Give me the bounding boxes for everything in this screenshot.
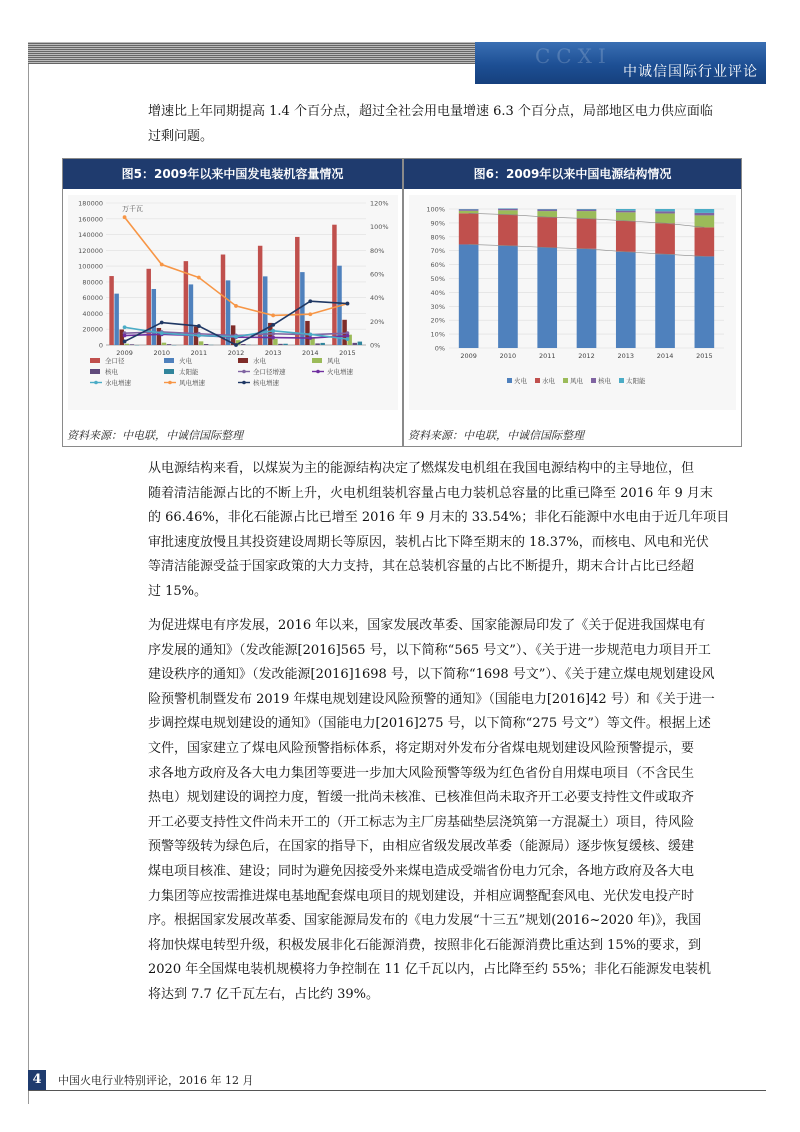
footer-text: 中国火电行业特别评论，2016 年 12 月 [58,1074,254,1087]
text-line: 煤电项目核准、建设；同时为避免因接受外来煤电造成受端省份电力冗余，各地方政府及各大电 [148,863,695,879]
text-line: 险预警机制暨发布 2019 年煤电规划建设风险预警的通知》（国能电力[2016]42 号）和《关于进一 [148,691,715,707]
x-tick-label: 2011 [538,352,556,360]
bar-火电 [616,252,636,348]
bar-全口径 [258,246,262,345]
bar-火电 [152,289,156,345]
legend-label: 核电增速 [253,379,279,387]
y-tick-label: 50% [430,275,445,283]
legend-marker [316,370,320,374]
bar-太阳能 [577,209,597,210]
figure-panel [62,158,742,447]
point-风电增速 [123,215,127,219]
text-line: 从电源结构来看，以煤炭为主的能源结构决定了燃煤发电机组在我国电源结构中的主导地位，但 [148,461,695,476]
point-水电增速 [160,331,164,335]
text-line: 将达到 7.7 亿千瓦左右，占比约 39%。 [148,986,379,1002]
legend-label: 全口径增速 [253,368,286,376]
footer-line [28,1090,766,1091]
text-line: 热电）规划建设的调控力度，暂缓一批尚未核准、已核准但尚未取齐开工必要支持性文件或取齐 [148,790,695,806]
bar-风电 [498,210,518,214]
legend-marker [168,381,172,385]
header-brand-title: 中诚信国际行业评论 [623,64,758,80]
x-tick-label: 2015 [339,349,356,357]
legend-label: 太阳能 [179,368,199,376]
footer [28,1070,766,1090]
legend-label: 水电增速 [105,379,131,387]
point-火电增速 [308,336,312,340]
legend-marker [94,381,98,385]
bar-风电 [577,211,597,219]
bar-核电 [616,211,636,213]
bar-全口径 [109,276,113,345]
point-火电增速 [123,334,127,338]
x-tick-label: 2009 [460,352,477,360]
point-水电增速 [123,325,127,329]
y-tick-label: 40000 [82,309,103,318]
bar-核电 [537,209,557,211]
text-line: 求各地方政府及各大电力集团等要进一步加大风险预警等级为红色省份自用煤电项目（不含民生 [148,765,695,781]
point-水电增速 [308,332,312,336]
figure-5 [63,159,402,446]
y-tick-label: 20000 [82,325,103,334]
text-line: 预警等级转为绿色后，在国家的指导下，由相应省级发展改革委（能源局）逐步恢复缓核、缓建 [148,839,695,855]
text-line: 等清洁能源受益于国家政策的大力支持，其在总装机容量的占比不断提升，期末合计占比已经超 [148,559,695,575]
legend-swatch [238,358,248,363]
point-水电增速 [234,335,238,339]
bar-太阳能 [655,209,675,211]
text-line: 开工必要支持性文件尚未开工的（开工标志为主厂房基础垫层浇筑第一方混凝土）项目，待风险 [148,814,695,830]
x-tick-label: 2013 [617,352,635,360]
legend-swatch [619,378,624,383]
header-brand-box [475,42,766,84]
legend-label: 水电 [542,377,555,385]
bar-全口径 [332,225,336,345]
y-tick-label: 140000 [78,231,103,240]
y-tick-label: 100000 [78,262,103,271]
figure-5-chart [68,195,398,410]
text-line: 为促进煤电有序发展，2016 年以来，国家发展改革委、国家能源局印发了《关于促进我国煤电有 [148,618,706,633]
text-line: 文件，国家建立了煤电风险预警指标体系，将定期对外发布分省煤电规划建设风险预警提示，要 [148,740,695,756]
legend-swatch [90,358,100,363]
legend-label: 风电 [570,377,583,385]
text-line: 过 15%。 [148,583,208,599]
figure-5-title: 图5：2009年以来中国发电装机容量情况 [63,159,402,189]
y-tick-label: 160000 [78,215,103,224]
bar-核电 [130,344,134,345]
y2-tick-label: 100% [370,223,389,232]
point-核电增速 [308,299,312,303]
bar-风电 [616,212,636,220]
point-核电增速 [346,302,350,306]
legend-label: 风电 [327,357,340,365]
unit-label: 万千瓦 [122,205,143,213]
bar-风电 [537,211,557,217]
point-核电增速 [123,340,127,344]
x-tick-label: 2011 [190,349,208,357]
bar-核电 [278,344,282,345]
legend-swatch [535,378,540,383]
text-line: 增速比上年同期提高 1.4 个百分点，超过全社会用电量增速 6.3 个百分点，局部地区电力供应面临 [148,104,713,119]
y2-tick-label: 60% [370,270,385,279]
paragraph-top [148,100,770,149]
legend-swatch [591,378,596,383]
bar-火电 [655,254,675,348]
bar-核电 [655,211,675,213]
bar-风电 [273,339,277,345]
point-火电增速 [271,336,275,340]
bar-太阳能 [320,343,324,345]
bar-水电 [498,215,518,246]
text-line: 的 66.46%，非化石能源占比已增至 2016 年 9 月末的 33.54%；非化石能源中水电由于近几年项目 [148,510,730,526]
bar-风电 [655,213,675,223]
point-水电增速 [197,334,201,338]
y-tick-label: 70% [430,247,445,256]
text-line: 序发展的通知》（发改能源[2016]565 号，以下简称“565 号文”）、《关于进一步规范电力项目开工 [148,642,711,658]
bar-水电 [616,221,636,252]
legend-label: 全口径 [105,357,125,365]
header-watermark: CCXI [535,44,612,68]
x-tick-label: 2012 [227,349,245,357]
legend-label: 核电 [598,377,611,385]
text-line: 随着清洁能源占比的不断上升，火电机组装机容量占电力装机总容量的比重已降至 2016 年 9 月末 [148,485,713,501]
legend-marker [242,370,246,374]
page-number: 4 [28,1070,46,1090]
legend-swatch [90,369,100,374]
bar-风电 [695,215,715,227]
text-line: 审批速度放慢且其投资建设周期长等原因，装机占比下降至期末的 18.37%，而核电、风电和光伏 [148,534,709,550]
x-tick-label: 2014 [656,352,674,360]
y-tick-label: 80000 [82,278,103,287]
left-margin-line [28,64,29,1104]
legend-swatch [164,369,174,374]
y2-tick-label: 20% [370,317,385,326]
figure-6-chart [409,195,736,410]
bar-火电 [459,244,479,348]
legend-swatch [507,378,512,383]
bar-太阳能 [695,209,715,213]
point-火电增速 [346,334,350,338]
figure-6-title: 图6：2009年以来中国电源结构情况 [404,159,741,189]
bar-火电 [114,294,118,345]
figure-6-source: 资料来源：中电联，中诚信国际整理 [408,429,584,442]
bar-核电 [167,344,171,345]
bar-火电 [577,249,597,348]
bar-水电 [537,217,557,247]
point-风电增速 [197,276,201,280]
text-line: 过剩问题。 [148,128,214,144]
y-tick-label: 120000 [78,246,103,255]
bar-水电 [655,223,675,254]
legend-marker [242,381,246,385]
bar-水电 [157,328,161,345]
text-line: 2020 年全国煤电装机规模将力争控制在 11 亿千瓦以内，占比降至约 55%；非化石能源发电装机 [148,962,712,978]
text-line: 力集团等应按需推进煤电基地配套煤电项目的规划建设，并相应调整配套风电、光伏发电投产时 [148,888,695,904]
bar-核电 [695,213,715,216]
bar-核电 [353,343,357,345]
y-tick-label: 0% [434,344,445,353]
text-line: 建设秩序的通知》（发改能源[2016]1698 号，以下简称“1698 号文”）、《关于建立煤电规划建设风 [148,667,715,683]
point-核电增速 [160,321,164,325]
point-水电增速 [346,337,350,341]
y-tick-label: 180000 [78,199,103,208]
paragraph-2 [148,614,770,1008]
y-tick-label: 80% [430,233,445,242]
bar-全口径 [221,255,225,345]
point-风电增速 [234,304,238,308]
legend-swatch [164,358,174,363]
point-水电增速 [271,329,275,333]
bar-核电 [577,210,597,212]
x-tick-label: 2015 [696,352,713,360]
y-tick-label: 60% [430,261,445,270]
bar-核电 [204,344,208,345]
x-tick-label: 2009 [116,349,133,357]
paragraph-1 [148,457,770,605]
figure-5-source: 资料来源：中电联，中诚信国际整理 [67,429,243,442]
bar-核电 [498,209,518,211]
bar-全口径 [295,237,299,345]
legend-swatch [563,378,568,383]
bar-水电 [577,219,597,249]
text-line: 将加快煤电转型升级，积极发展非化石能源消费，按照非化石能源消费比重达到 15%的要求，到 [148,937,702,953]
bar-全口径 [146,269,150,345]
bar-太阳能 [616,209,636,211]
legend-label: 火电 [179,357,192,365]
text-line: 步调控煤电规划建设的通知》（国能电力[2016]275 号，以下简称“275 号文”）等文件。根据上述 [148,716,711,732]
y-tick-label: 60000 [82,294,103,303]
x-tick-label: 2012 [578,352,595,360]
bar-核电 [459,209,479,210]
bar-核电 [241,344,245,345]
point-风电增速 [271,314,275,318]
legend-label: 风电增速 [179,379,205,387]
y-tick-label: 0 [98,341,103,350]
figure-6 [404,159,741,446]
point-核电增速 [234,343,238,347]
y2-tick-label: 120% [370,199,389,208]
x-tick-label: 2010 [499,352,517,360]
bar-风电 [459,211,479,214]
bar-火电 [695,256,715,348]
legend-label: 太阳能 [626,377,646,385]
y2-tick-label: 80% [370,246,385,255]
y-tick-label: 90% [430,219,445,228]
bar-风电 [199,341,203,345]
legend-label: 水电 [253,357,266,365]
bar-太阳能 [358,342,362,345]
bar-核电 [315,343,319,345]
bar-火电 [537,248,557,348]
bar-太阳能 [283,344,287,345]
y-tick-label: 30% [430,302,445,311]
bar-风电 [162,343,166,345]
point-核电增速 [197,324,201,328]
x-tick-label: 2014 [302,349,319,357]
legend-swatch [312,358,322,363]
legend-label: 火电 [514,377,527,385]
legend-label: 核电 [105,368,118,376]
y-tick-label: 10% [430,330,445,339]
y-tick-label: 40% [430,288,445,297]
bar-水电 [695,227,715,256]
x-tick-label: 2010 [153,349,170,357]
y-tick-label: 20% [430,316,445,325]
legend-label: 火电增速 [327,368,353,376]
text-line: 序。根据国家发展改革委、国家能源局发布的《电力发展“十三五”规划(2016~2020 年)》，我国 [148,913,702,929]
y2-tick-label: 40% [370,294,385,303]
point-核电增速 [271,323,275,327]
point-风电增速 [160,263,164,267]
x-tick-label: 2013 [264,349,282,357]
y-tick-label: 100% [426,205,445,214]
y2-tick-label: 0% [370,341,381,350]
point-风电增速 [308,312,312,316]
bar-火电 [498,246,518,348]
bar-水电 [459,213,479,244]
bar-风电 [125,344,129,345]
